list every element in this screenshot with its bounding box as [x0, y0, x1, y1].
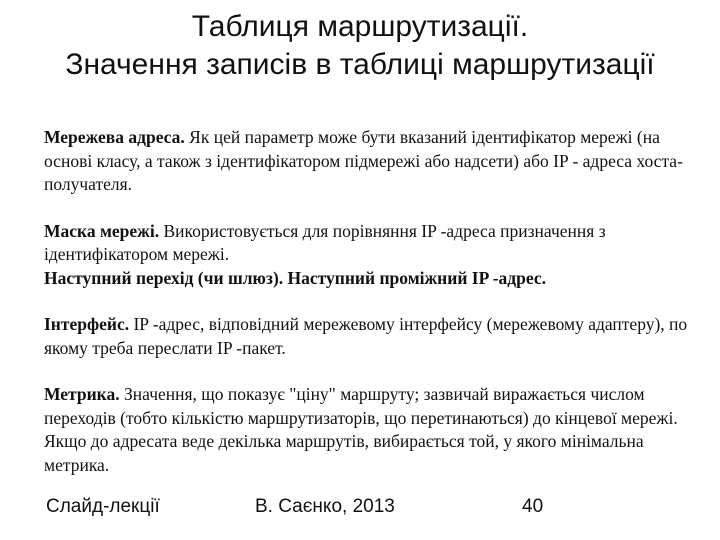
paragraph-metric [44, 383, 694, 477]
definition-metric: Значення, що показує "ціну" маршруту; зазвичай виражається числом переходів (тобто кількістю маршрутизаторів, що перетинаються) до кінцевої мережі. Якщо до адресата веде декілька маршрутів, вибирається той, у якого мінімальна метрика. [44, 384, 678, 475]
paragraph-next-hop [44, 267, 694, 291]
definition-network-address: Як цей параметр може бути вказаний ідентифікатор мережі (на основі класу, а також з ідентифікатором підмережі або надсети) або IP - адреса хоста-получателя. [44, 127, 683, 194]
footer-page-number: 40 [522, 496, 544, 517]
term-network-mask: Маска мережі. [44, 220, 160, 241]
term-next-hop: Наступний перехід (чи шлюз). Наступний проміжний IP -адрес. [44, 267, 546, 288]
definition-interface: IP -адрес, відповідний мережевому інтерфейсу (мережевому адаптеру), по якому треба переслати IP -пакет. [44, 314, 688, 358]
slide-body [44, 126, 694, 477]
term-interface: Інтерфейс. [44, 314, 130, 334]
paragraph-network-address [44, 126, 694, 197]
footer-author: В. Саєнко, 2013 [255, 496, 395, 517]
paragraph-network-mask [44, 220, 694, 267]
term-metric: Метрика. [44, 384, 120, 404]
slide-title-line-1: Таблиця маршрутизації. [191, 10, 529, 43]
term-network-address: Мережева адреса. [44, 127, 185, 147]
definition-network-mask: Використовується для порівняння IP -адреса призначення з ідентифікатором мережі. [44, 220, 606, 264]
slide-title [0, 8, 720, 84]
footer-lecture-label: Слайд-лекції [46, 496, 160, 517]
slide-title-line-2: Значення записів в таблиці маршрутизації [65, 48, 655, 81]
paragraph-interface [44, 313, 694, 360]
